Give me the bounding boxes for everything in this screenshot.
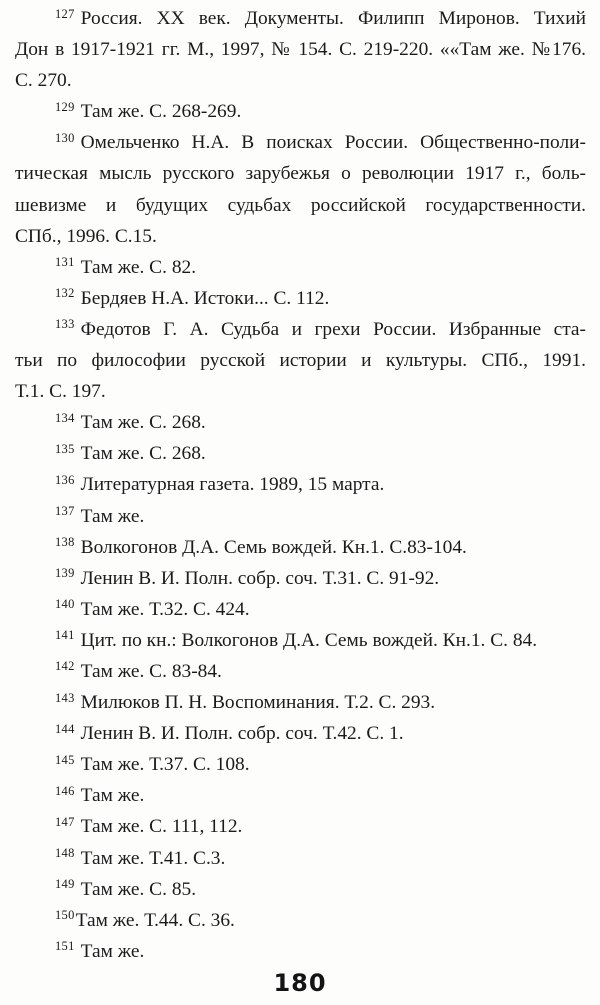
footnote-text: Там же. Т.41. С.3. bbox=[80, 847, 226, 869]
footnote-marker: 129 bbox=[55, 99, 75, 114]
footnote-line bbox=[15, 501, 586, 532]
endnotes-list bbox=[15, 3, 586, 967]
footnote-line bbox=[15, 158, 586, 189]
footnote-marker: 147 bbox=[55, 814, 75, 829]
footnote-text: Цит. по кн.: Волкогонов Д.А. Семь вождей. Кн.1. С. 84. bbox=[80, 629, 538, 651]
footnote-line bbox=[15, 811, 586, 842]
footnote-line bbox=[15, 438, 586, 469]
footnote-marker: 134 bbox=[55, 410, 75, 425]
footnote-line bbox=[15, 874, 586, 905]
footnote-text: Там же. С. 268. bbox=[80, 412, 206, 434]
footnote-line bbox=[15, 190, 586, 221]
footnote-marker: 145 bbox=[55, 752, 75, 767]
footnote-text: Там же. С. 83-84. bbox=[80, 660, 222, 682]
footnote-marker: 144 bbox=[55, 721, 75, 736]
footnote-marker: 141 bbox=[55, 628, 75, 643]
footnote-line bbox=[15, 314, 586, 345]
footnote-text: Т.1. С. 197. bbox=[15, 381, 106, 403]
footnote-line bbox=[15, 563, 586, 594]
footnote-line bbox=[15, 780, 586, 811]
footnote-text: Там же. С. 85. bbox=[80, 878, 197, 900]
footnote-line bbox=[15, 221, 586, 252]
footnote-marker: 138 bbox=[55, 535, 75, 550]
footnote-text: тическая мысль русского зарубежья о революции 1917 г., боль- bbox=[15, 163, 586, 185]
footnote-line bbox=[15, 625, 586, 656]
footnote-text: Там же. С. 268. bbox=[80, 443, 206, 465]
footnote-marker: 142 bbox=[55, 659, 75, 674]
footnote-text: Литературная газета. 1989, 15 марта. bbox=[80, 474, 385, 496]
footnote-text: Федотов Г. А. Судьба и грехи России. Избранные ста- bbox=[80, 318, 586, 340]
footnote-marker: 150 bbox=[55, 908, 75, 923]
footnote-line bbox=[15, 936, 586, 967]
footnote-line bbox=[15, 656, 586, 687]
footnote-text: Бердяев Н.А. Истоки... С. 112. bbox=[80, 287, 330, 309]
footnote-marker: 130 bbox=[55, 130, 75, 145]
footnote-text: Там же. Т.32. С. 424. bbox=[80, 598, 250, 620]
footnote-line bbox=[15, 407, 586, 438]
footnote-marker: 136 bbox=[55, 472, 75, 487]
footnote-marker: 137 bbox=[55, 504, 75, 518]
footnote-text: Там же. bbox=[80, 505, 145, 527]
footnote-marker: 133 bbox=[55, 317, 75, 332]
footnote-marker: 131 bbox=[55, 255, 75, 270]
footnote-line bbox=[15, 3, 586, 34]
footnote-text: Милюков П. Н. Воспоминания. Т.2. С. 293. bbox=[80, 692, 436, 714]
footnote-text: С. 270. bbox=[15, 70, 72, 92]
footnote-line bbox=[15, 843, 586, 874]
footnote-text: Там же. Т.44. С. 36. bbox=[75, 909, 235, 931]
footnote-text: шевизме и будущих судьбах российской государственности. bbox=[15, 194, 586, 216]
footnote-marker: 146 bbox=[55, 783, 75, 798]
footnote-text: Волкогонов Д.А. Семь вождей. Кн.1. С.83-104. bbox=[80, 536, 467, 558]
footnote-line bbox=[15, 34, 586, 65]
footnote-line bbox=[15, 718, 586, 749]
footnote-marker: 143 bbox=[55, 690, 75, 705]
footnote-marker: 148 bbox=[55, 846, 75, 861]
footnote-marker: 132 bbox=[55, 286, 75, 301]
footnote-marker: 149 bbox=[55, 877, 75, 892]
footnote-line bbox=[15, 252, 586, 283]
footnote-line bbox=[15, 283, 586, 314]
footnote-marker: 127 bbox=[55, 6, 75, 21]
footnote-marker: 139 bbox=[55, 566, 75, 581]
footnote-text: тьи по философии русской истории и культуры. СПб., 1991. bbox=[15, 350, 586, 372]
footnote-line bbox=[15, 687, 586, 718]
footnote-marker: 151 bbox=[55, 939, 75, 954]
footnote-text: Там же. С. 268-269. bbox=[80, 101, 242, 123]
footnote-text: Там же. bbox=[80, 785, 145, 807]
footnote-line bbox=[15, 376, 586, 407]
footnote-marker: 135 bbox=[55, 441, 75, 456]
footnote-line bbox=[15, 65, 586, 96]
footnote-line bbox=[15, 749, 586, 780]
footnote-line bbox=[15, 345, 586, 376]
footnote-line bbox=[15, 594, 586, 625]
footnote-text: Там же. С. 82. bbox=[80, 256, 197, 278]
footnote-text: Там же. bbox=[80, 940, 145, 962]
footnote-line bbox=[15, 532, 586, 563]
footnote-text: Россия. XX век. Документы. Филипп Миронов. Тихий bbox=[80, 8, 586, 29]
footnote-text: Ленин В. И. Полн. собр. соч. Т.31. С. 91-92. bbox=[80, 567, 440, 589]
footnote-line bbox=[15, 469, 586, 500]
footnote-marker: 140 bbox=[55, 597, 75, 612]
footnote-text: СПб., 1996. С.15. bbox=[15, 225, 157, 247]
page-number: 180 bbox=[273, 969, 327, 997]
footnote-text: Там же. Т.37. С. 108. bbox=[80, 754, 250, 776]
footnote-text: Там же. С. 111, 112. bbox=[80, 816, 243, 838]
footnote-line bbox=[15, 96, 586, 127]
footnote-line bbox=[15, 127, 586, 158]
footnote-line bbox=[15, 905, 586, 936]
footnote-text: Ленин В. И. Полн. собр. соч. Т.42. С. 1. bbox=[80, 723, 404, 745]
footnote-text: Омельченко Н.А. В поисках России. Общественно-поли- bbox=[80, 132, 586, 154]
footnote-text: Дон в 1917-1921 гг. М., 1997, № 154. С. 219-220. ««Там же. №176. bbox=[15, 39, 586, 61]
